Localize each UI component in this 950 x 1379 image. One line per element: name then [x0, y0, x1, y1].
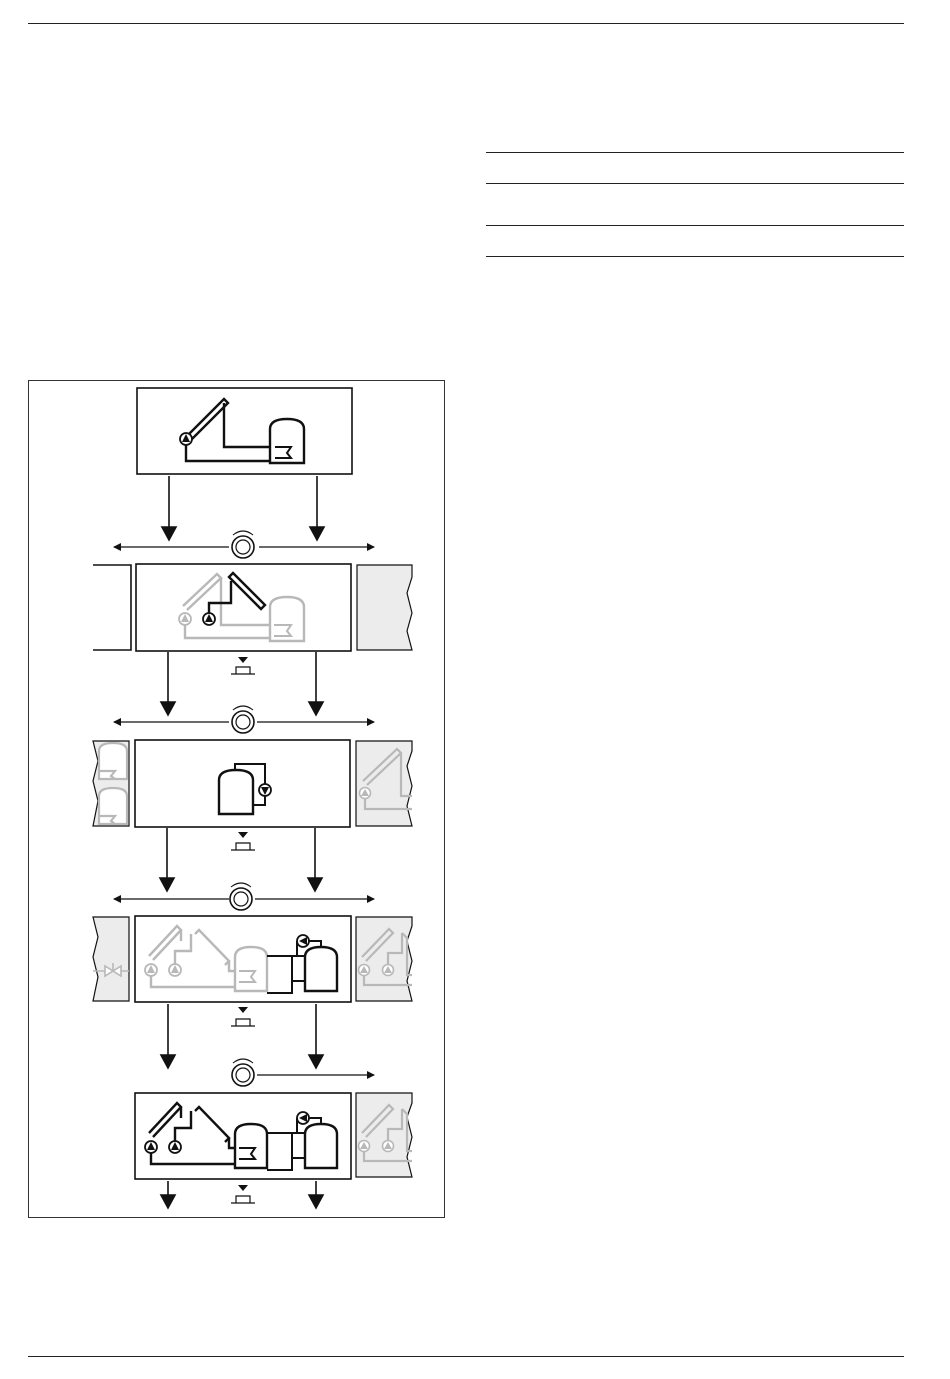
next-option-screen [356, 917, 412, 1001]
pump-icon [179, 613, 191, 625]
pump-icon [180, 433, 192, 445]
press-button-icon[interactable] [231, 1185, 255, 1203]
pump-icon [360, 788, 371, 799]
footer-rule [28, 1356, 904, 1357]
navigation-row [232, 1059, 374, 1086]
step-second-storage-option [93, 916, 412, 1002]
storage-tank-icon [235, 947, 267, 991]
flow-arrows [162, 476, 324, 540]
previous-option-screen [93, 565, 131, 650]
table-rule [486, 225, 904, 226]
flow-arrows [160, 828, 322, 891]
step-final-system [135, 1093, 412, 1179]
press-button-icon[interactable] [231, 832, 255, 850]
pump-icon [145, 1141, 157, 1153]
next-option-screen [356, 741, 412, 826]
pump-icon [359, 1141, 370, 1152]
rotary-knob-icon[interactable] [230, 883, 252, 910]
rotary-knob-icon[interactable] [232, 1059, 254, 1086]
configuration-flow-diagram [28, 380, 445, 1218]
pump-icon [203, 613, 215, 625]
storage-tank-icon [270, 597, 304, 641]
pump-icon [297, 935, 309, 947]
navigation-row [114, 531, 374, 558]
step-collector-array-option [93, 564, 412, 651]
pump-icon [383, 965, 394, 976]
diagram-canvas [29, 381, 446, 1219]
press-button-icon[interactable] [231, 657, 255, 674]
table-rule [486, 152, 904, 153]
flow-arrows [161, 1004, 323, 1068]
rotary-knob-icon[interactable] [232, 531, 254, 558]
step-basic-system [137, 388, 352, 474]
pump-icon [259, 784, 271, 796]
next-option-screen [356, 1093, 412, 1177]
navigation-row [114, 706, 374, 733]
storage-tank-icon [235, 1124, 267, 1168]
next-option-screen [357, 565, 412, 650]
pump-icon [169, 1141, 181, 1153]
pump-icon [145, 964, 157, 976]
rotary-knob-icon[interactable] [232, 706, 254, 733]
navigation-row [114, 883, 374, 910]
storage-tank-icon [270, 419, 304, 463]
pump-icon [359, 965, 370, 976]
table-rule [486, 183, 904, 184]
pump-icon [383, 1141, 394, 1152]
header-rule [28, 23, 904, 24]
table-rule [486, 256, 904, 257]
pump-icon [169, 964, 181, 976]
previous-option-screen [93, 917, 129, 1001]
pump-icon [297, 1112, 309, 1124]
step-storage-option [93, 740, 412, 827]
press-button-icon[interactable] [231, 1007, 255, 1026]
